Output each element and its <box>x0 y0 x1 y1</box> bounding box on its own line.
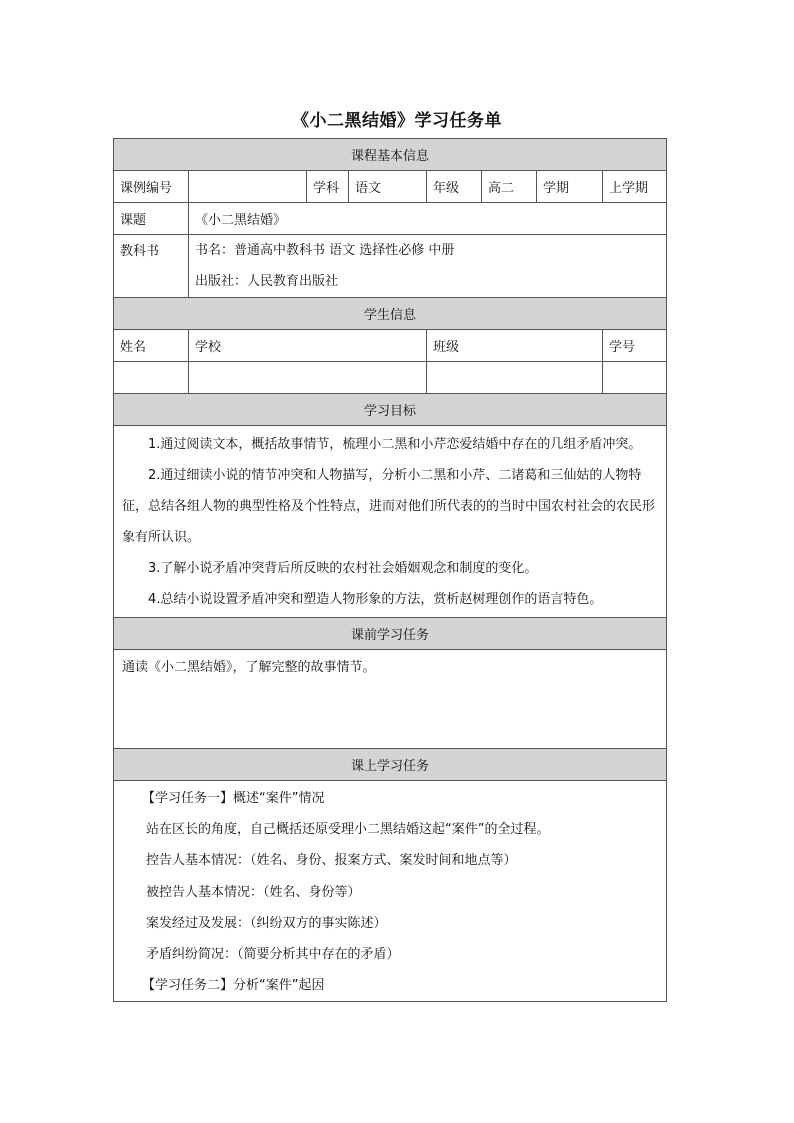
textbook-publisher: 出版社：人民教育出版社 <box>195 274 339 289</box>
student-info-header: 学生信息 <box>114 298 667 330</box>
lesson-id-label: 课例编号 <box>114 171 189 203</box>
objectives-row <box>114 426 667 618</box>
objective-item: 1.通过阅读文本，概括故事情节，梳理小二黑和小芹恋爱结婚中存在的几组矛盾冲突。 <box>148 437 642 452</box>
section-header-student-info <box>114 298 667 330</box>
task-heading: 【学习任务一】概述“案件”情况 <box>142 791 325 806</box>
section-header-in-class <box>114 749 667 781</box>
student-number-label: 学号 <box>603 330 667 362</box>
school-label: 学校 <box>189 330 427 362</box>
objectives-header: 学习目标 <box>114 394 667 426</box>
name-field[interactable] <box>114 362 189 394</box>
textbook-label: 教科书 <box>114 235 189 298</box>
objective-item: 2.通过细读小说的情节冲突和人物描写，分析小二黑和小芹、二诸葛和三仙姑的人物特征，总结各组人物的典型性格及个性特点，进而对他们所代表的的当时中国农村社会的农民形象有所认识。 <box>122 468 656 545</box>
term-value: 上学期 <box>603 171 667 203</box>
grade-value: 高二 <box>482 171 537 203</box>
objective-item: 4.总结小说设置矛盾冲突和塑造人物形象的方法，赏析赵树理创作的语言特色。 <box>148 592 603 607</box>
task-sheet-table <box>113 138 667 1002</box>
in-class-row <box>114 781 667 1002</box>
in-class-task-list <box>114 781 667 1002</box>
section-header-course-info <box>114 139 667 171</box>
subject-value: 语文 <box>349 171 427 203</box>
student-label-row <box>114 330 667 362</box>
pre-class-header: 课前学习任务 <box>114 618 667 650</box>
task-line: 站在区长的角度，自己概括还原受理小二黑结婚这起“案件”的全过程。 <box>146 822 550 838</box>
class-label: 班级 <box>427 330 603 362</box>
textbook-name: 书名：普通高中教科书 语文 选择性必修 中册 <box>195 243 455 258</box>
topic-value: 《小二黑结婚》 <box>189 203 667 235</box>
topic-label: 课题 <box>114 203 189 235</box>
textbook-row <box>114 235 667 298</box>
subject-label: 学科 <box>307 171 349 203</box>
page-title: 《小二黑结婚》学习任务单 <box>292 111 502 131</box>
course-info-header: 课程基本信息 <box>114 139 667 171</box>
lesson-id-value[interactable] <box>189 171 307 203</box>
section-header-objectives <box>114 394 667 426</box>
pre-class-row <box>114 650 667 749</box>
task-line: 案发经过及发展：（纠纷双方的事实陈述） <box>146 915 387 931</box>
objective-item: 3.了解小说矛盾冲突背后所反映的农村社会婚姻观念和制度的变化。 <box>148 561 538 576</box>
student-number-field[interactable] <box>603 362 667 394</box>
class-field[interactable] <box>427 362 603 394</box>
in-class-header: 课上学习任务 <box>114 749 667 781</box>
name-label: 姓名 <box>114 330 189 362</box>
task-line: 控告人基本情况：（姓名、身份、报案方式、案发时间和地点等） <box>146 853 517 869</box>
student-value-row <box>114 362 667 394</box>
pre-class-task: 通读《小二黑结婚》，了解完整的故事情节。 <box>114 650 667 749</box>
task-line: 矛盾纠纷简况：（简要分析其中存在的矛盾） <box>146 947 400 963</box>
term-label: 学期 <box>537 171 603 203</box>
topic-row <box>114 203 667 235</box>
task-heading: 【学习任务二】分析“案件”起因 <box>142 978 325 994</box>
grade-label: 年级 <box>427 171 482 203</box>
textbook-value <box>189 235 667 298</box>
school-field[interactable] <box>189 362 427 394</box>
objectives-list <box>114 426 667 618</box>
task-line: 被控告人基本情况：（姓名、身份等） <box>146 884 361 900</box>
section-header-pre-class <box>114 618 667 650</box>
course-meta-row <box>114 171 667 203</box>
